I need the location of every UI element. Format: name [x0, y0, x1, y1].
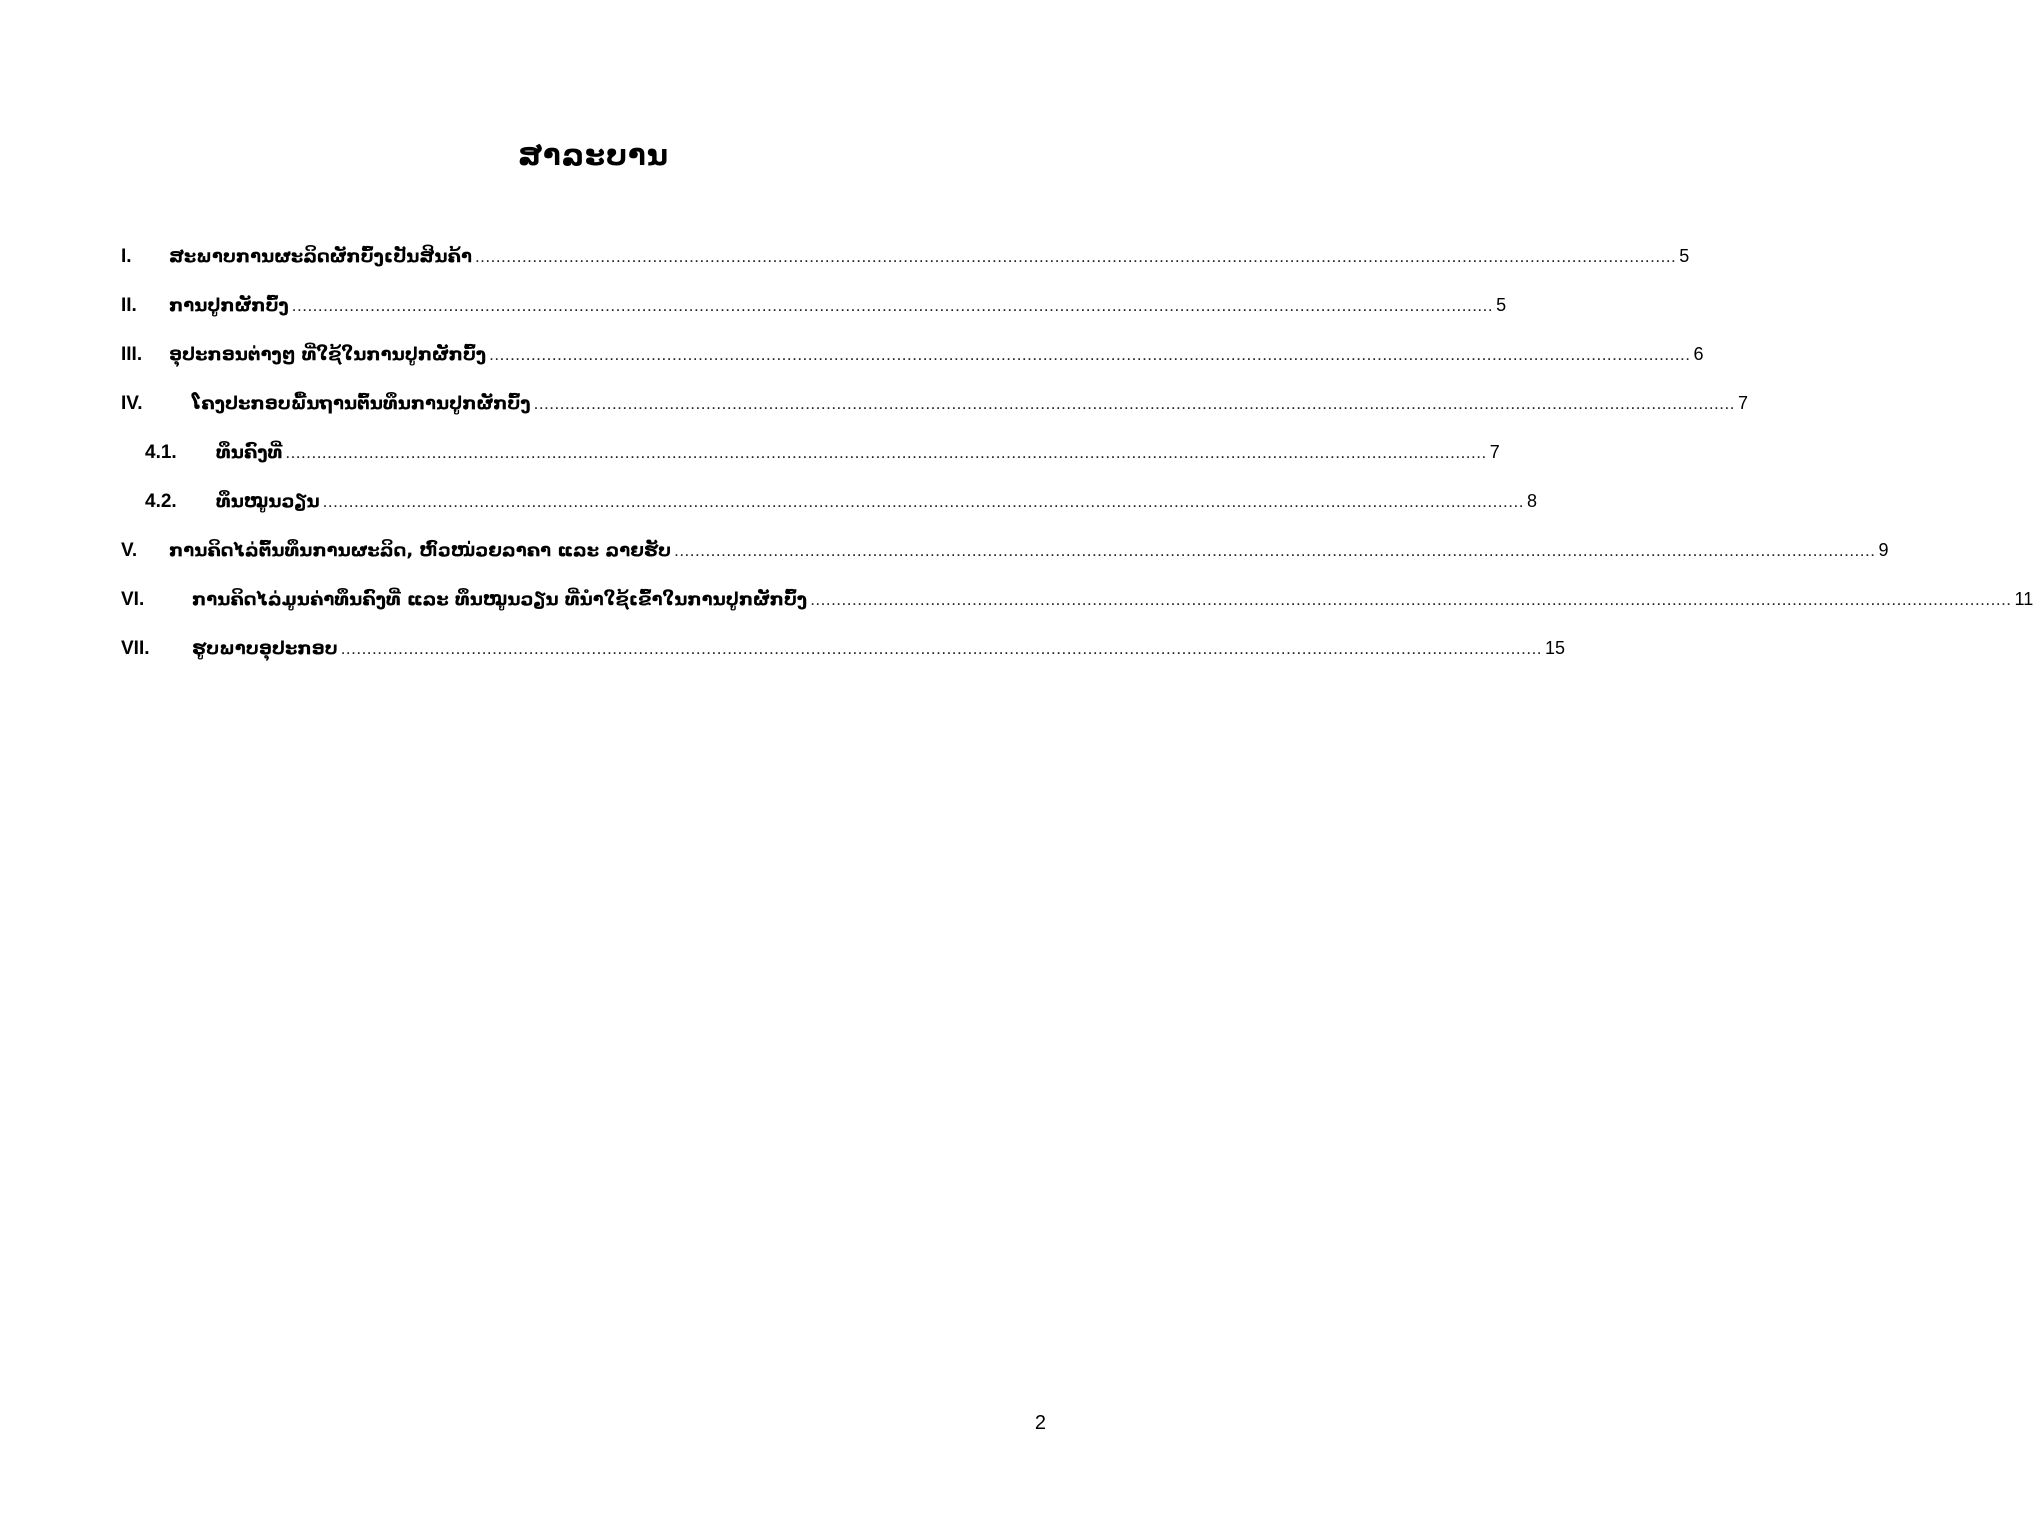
toc-entry[interactable]: [121, 295, 1507, 344]
toc-entry-page: 7: [1737, 393, 1748, 413]
page-title: ສາລະບານ: [518, 138, 669, 172]
toc-entry-number: 4.2.: [145, 491, 177, 512]
toc-entry-page: 15: [1545, 638, 1566, 658]
toc-entry-page: 8: [1526, 491, 1537, 511]
toc-leader-dots: ......................................................................................................................................................................................................................................: [285, 443, 1487, 462]
toc-entry[interactable]: [121, 393, 1748, 442]
toc-entry-title: ທຶນຄົງທີ່: [216, 442, 283, 463]
toc-entry[interactable]: [121, 344, 1704, 393]
toc-leader-dots: ......................................................................................................................................................................................................................................: [474, 247, 1677, 266]
toc-entry-number: I.: [121, 246, 132, 267]
toc-entry-page: 6: [1693, 344, 1704, 364]
toc-entry[interactable]: [121, 540, 1889, 589]
toc-entry-number: VI.: [121, 589, 145, 610]
table-of-contents: [121, 246, 2033, 687]
page-number: 2: [1034, 1412, 1046, 1434]
toc-leader-dots: ......................................................................................................................................................................................................................................: [674, 541, 1876, 560]
toc-entry[interactable]: [121, 589, 2033, 638]
toc-entry-title: ທຶນໝູນວຽນ: [216, 491, 320, 512]
toc-entry-number: 4.1.: [145, 442, 177, 463]
toc-entry-page: 7: [1489, 442, 1500, 462]
toc-entry-number: III.: [121, 344, 143, 365]
toc-entry[interactable]: [121, 442, 1500, 491]
toc-entry[interactable]: [121, 638, 1566, 687]
toc-entry-page: 11: [2014, 589, 2033, 609]
toc-entry[interactable]: [121, 491, 1537, 540]
toc-leader-dots: ......................................................................................................................................................................................................................................: [489, 345, 1691, 364]
toc-entry-page: 5: [1496, 295, 1507, 315]
toc-entry-number: II.: [121, 295, 137, 316]
toc-entry[interactable]: [121, 246, 1690, 295]
toc-leader-dots: ......................................................................................................................................................................................................................................: [533, 394, 1735, 413]
toc-leader-dots: ......................................................................................................................................................................................................................................: [340, 639, 1543, 658]
toc-leader-dots: ......................................................................................................................................................................................................................................: [810, 590, 2012, 609]
toc-entry-number: V.: [121, 540, 138, 561]
toc-entry-title: ການຄິດໄລ່ຕົ້ນທຶນການຜະລິດ, ຫົວໜ່ວຍລາຄາ ແລະ ລາຍຮັບ: [169, 540, 672, 561]
toc-entry-title: ສະພາບການຜະລິດຜັກບົ້ງເປັນສິນຄ້າ: [169, 246, 472, 267]
toc-entry-title: ການປູກຜັກບົ້ງ: [169, 295, 289, 316]
toc-entry-title: ການຄິດໄລ່ມູນຄ່າທຶນຄົງທີ່ ແລະ ທຶນໝູນວຽນ ທີ່ນຳໃຊ້ເຂົ້າໃນການປູກຜັກບົ້ງ: [192, 589, 808, 610]
toc-entry-number: VII.: [121, 638, 150, 659]
toc-entry-title: ຮູບພາບອຸປະກອບ: [192, 638, 338, 659]
toc-entry-page: 5: [1679, 246, 1690, 266]
toc-entry-page: 9: [1878, 540, 1889, 560]
toc-leader-dots: ......................................................................................................................................................................................................................................: [291, 296, 1494, 315]
toc-entry-number: IV.: [121, 393, 143, 414]
toc-leader-dots: ......................................................................................................................................................................................................................................: [322, 492, 1524, 511]
toc-entry-title: ໂຄງປະກອບພື້ນຖານຕົ້ນທຶນການປູກຜັກບົ້ງ: [192, 393, 531, 414]
toc-entry-title: ອຸປະກອນຕ່າງໆ ທີ່ໃຊ້ໃນການປູກຜັກບົ້ງ: [169, 344, 487, 365]
